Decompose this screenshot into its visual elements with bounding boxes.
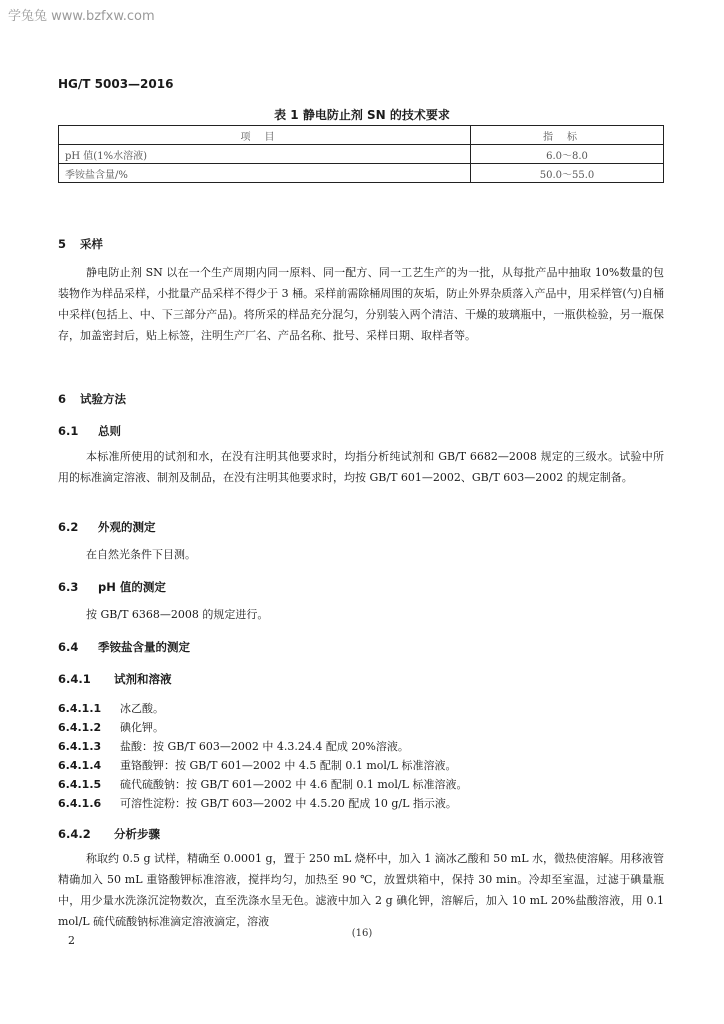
section-title: 采样	[80, 237, 103, 251]
reagent-text: 硫代硫酸钠：按 GB/T 601—2002 中 4.6 配制 0.1 mol/L 标准溶液。	[120, 778, 468, 791]
standard-id: HG/T 5003—2016	[58, 77, 174, 91]
header-value: 指标	[471, 126, 664, 145]
reagent-item	[58, 795, 457, 811]
table-row	[59, 145, 664, 164]
section-6-2-heading	[58, 519, 156, 535]
reagent-text: 碘化钾。	[120, 721, 164, 734]
section-number: 6.4	[58, 640, 79, 654]
section-6-4-1-heading	[58, 671, 172, 687]
reagent-number: 6.4.1.6	[58, 797, 102, 810]
section-6-heading	[58, 391, 126, 407]
section-6-1-text: 本标准所使用的试剂和水，在没有注明其他要求时，均指分析纯试剂和 GB/T 6682—2008 规定的三级水。试验中所用的标准滴定溶液、制剂及制品，在没有注明其他要求时，均按 GB/T 601—2002、GB/T 603—2002 的规定制备。	[58, 450, 664, 484]
section-6-3-heading	[58, 579, 166, 595]
section-title: 总则	[98, 424, 121, 438]
section-number: 5	[58, 237, 67, 251]
row-item: 季铵盐含量/%	[59, 164, 471, 183]
reagent-item	[58, 776, 467, 792]
watermark: 学兔兔 www.bzfxw.com	[8, 9, 155, 24]
section-number: 6.2	[58, 520, 79, 534]
row-value: 6.0～8.0	[471, 145, 664, 164]
header-item: 项目	[59, 126, 471, 145]
section-6-1-heading	[58, 423, 121, 439]
row-item: pH 值(1%水溶液)	[59, 145, 471, 164]
reagent-text: 盐酸：按 GB/T 603—2002 中 4.3.24.4 配成 20%溶液。	[120, 740, 409, 753]
reagent-number: 6.4.1.4	[58, 759, 102, 772]
section-number: 6.4.2	[58, 827, 91, 841]
reagent-text: 冰乙酸。	[120, 702, 164, 715]
section-number: 6.1	[58, 424, 79, 438]
section-title: 外观的测定	[98, 520, 156, 534]
table-row	[59, 164, 664, 183]
section-title: 季铵盐含量的测定	[98, 640, 190, 654]
section-6-2-text: 在自然光条件下目测。	[86, 548, 196, 561]
section-5-text: 静电防止剂 SN 以在一个生产周期内同一原料、同一配方、同一工艺生产的为一批，从每批产品中抽取 10%数量的包装物作为样品采样，小批量产品采样不得少于 3 桶。采样前需除桶周围的灰垢，防止外界杂质落入产品中，用采样管(勺)自桶中采样(包括上、中、下三部分产品)。将所采的样品充分混匀，分别装入两个清洁、干燥的玻璃瓶中，一瓶供检验，另一瓶保存，加盖密封后，贴上标签，注明生产厂名、产品名称、批号、采样日期、取样者等。	[58, 266, 664, 342]
section-title: 试剂和溶液	[114, 672, 172, 686]
reagent-text: 重铬酸钾：按 GB/T 601—2002 中 4.5 配制 0.1 mol/L 标准溶液。	[120, 759, 457, 772]
page-number: 2	[68, 934, 75, 947]
reagent-number: 6.4.1.3	[58, 740, 102, 753]
section-5-heading	[58, 236, 103, 252]
reagent-text: 可溶性淀粉：按 GB/T 603—2002 中 4.5.20 配成 10 g/L 指示液。	[120, 797, 457, 810]
page-id: (16)	[351, 928, 373, 939]
section-title: 分析步骤	[114, 827, 160, 841]
row-value: 50.0～55.0	[471, 164, 664, 183]
section-number: 6.3	[58, 580, 79, 594]
section-number: 6.4.1	[58, 672, 91, 686]
section-6-3-text: 按 GB/T 6368—2008 的规定进行。	[86, 608, 269, 621]
table-header-row	[59, 126, 664, 145]
section-6-4-2-text: 称取约 0.5 g 试样，精确至 0.0001 g，置于 250 mL 烧杯中，加入 1 滴冰乙酸和 50 mL 水，微热使溶解。用移液管精确加入 50 mL 重铬酸钾标准溶液，搅拌均匀，加热至 90 ℃，放置烘箱中，保持 30 min。冷却至室温，过滤于碘量瓶中，用少量水洗涤沉淀物数次，直至洗涤水呈无色。滤液中加入 2 g 碘化钾，溶解后，加入 10 mL 20%盐酸溶液，用 0.1 mol/L 硫代硫酸钠标准滴定溶液滴定，溶液	[58, 852, 664, 928]
section-title: 试验方法	[80, 392, 126, 406]
reagent-item	[58, 719, 164, 735]
reagent-number: 6.4.1.2	[58, 721, 102, 734]
section-6-4-heading	[58, 639, 190, 655]
reagent-number: 6.4.1.1	[58, 702, 102, 715]
reagent-item	[58, 700, 164, 716]
reagent-number: 6.4.1.5	[58, 778, 102, 791]
table-caption: 表 1 静电防止剂 SN 的技术要求	[274, 108, 450, 122]
reagent-item	[58, 738, 409, 754]
reagent-item	[58, 757, 456, 773]
section-title: pH 值的测定	[98, 580, 166, 594]
section-6-4-2-heading	[58, 826, 160, 842]
spec-table	[58, 125, 664, 183]
section-number: 6	[58, 392, 67, 406]
